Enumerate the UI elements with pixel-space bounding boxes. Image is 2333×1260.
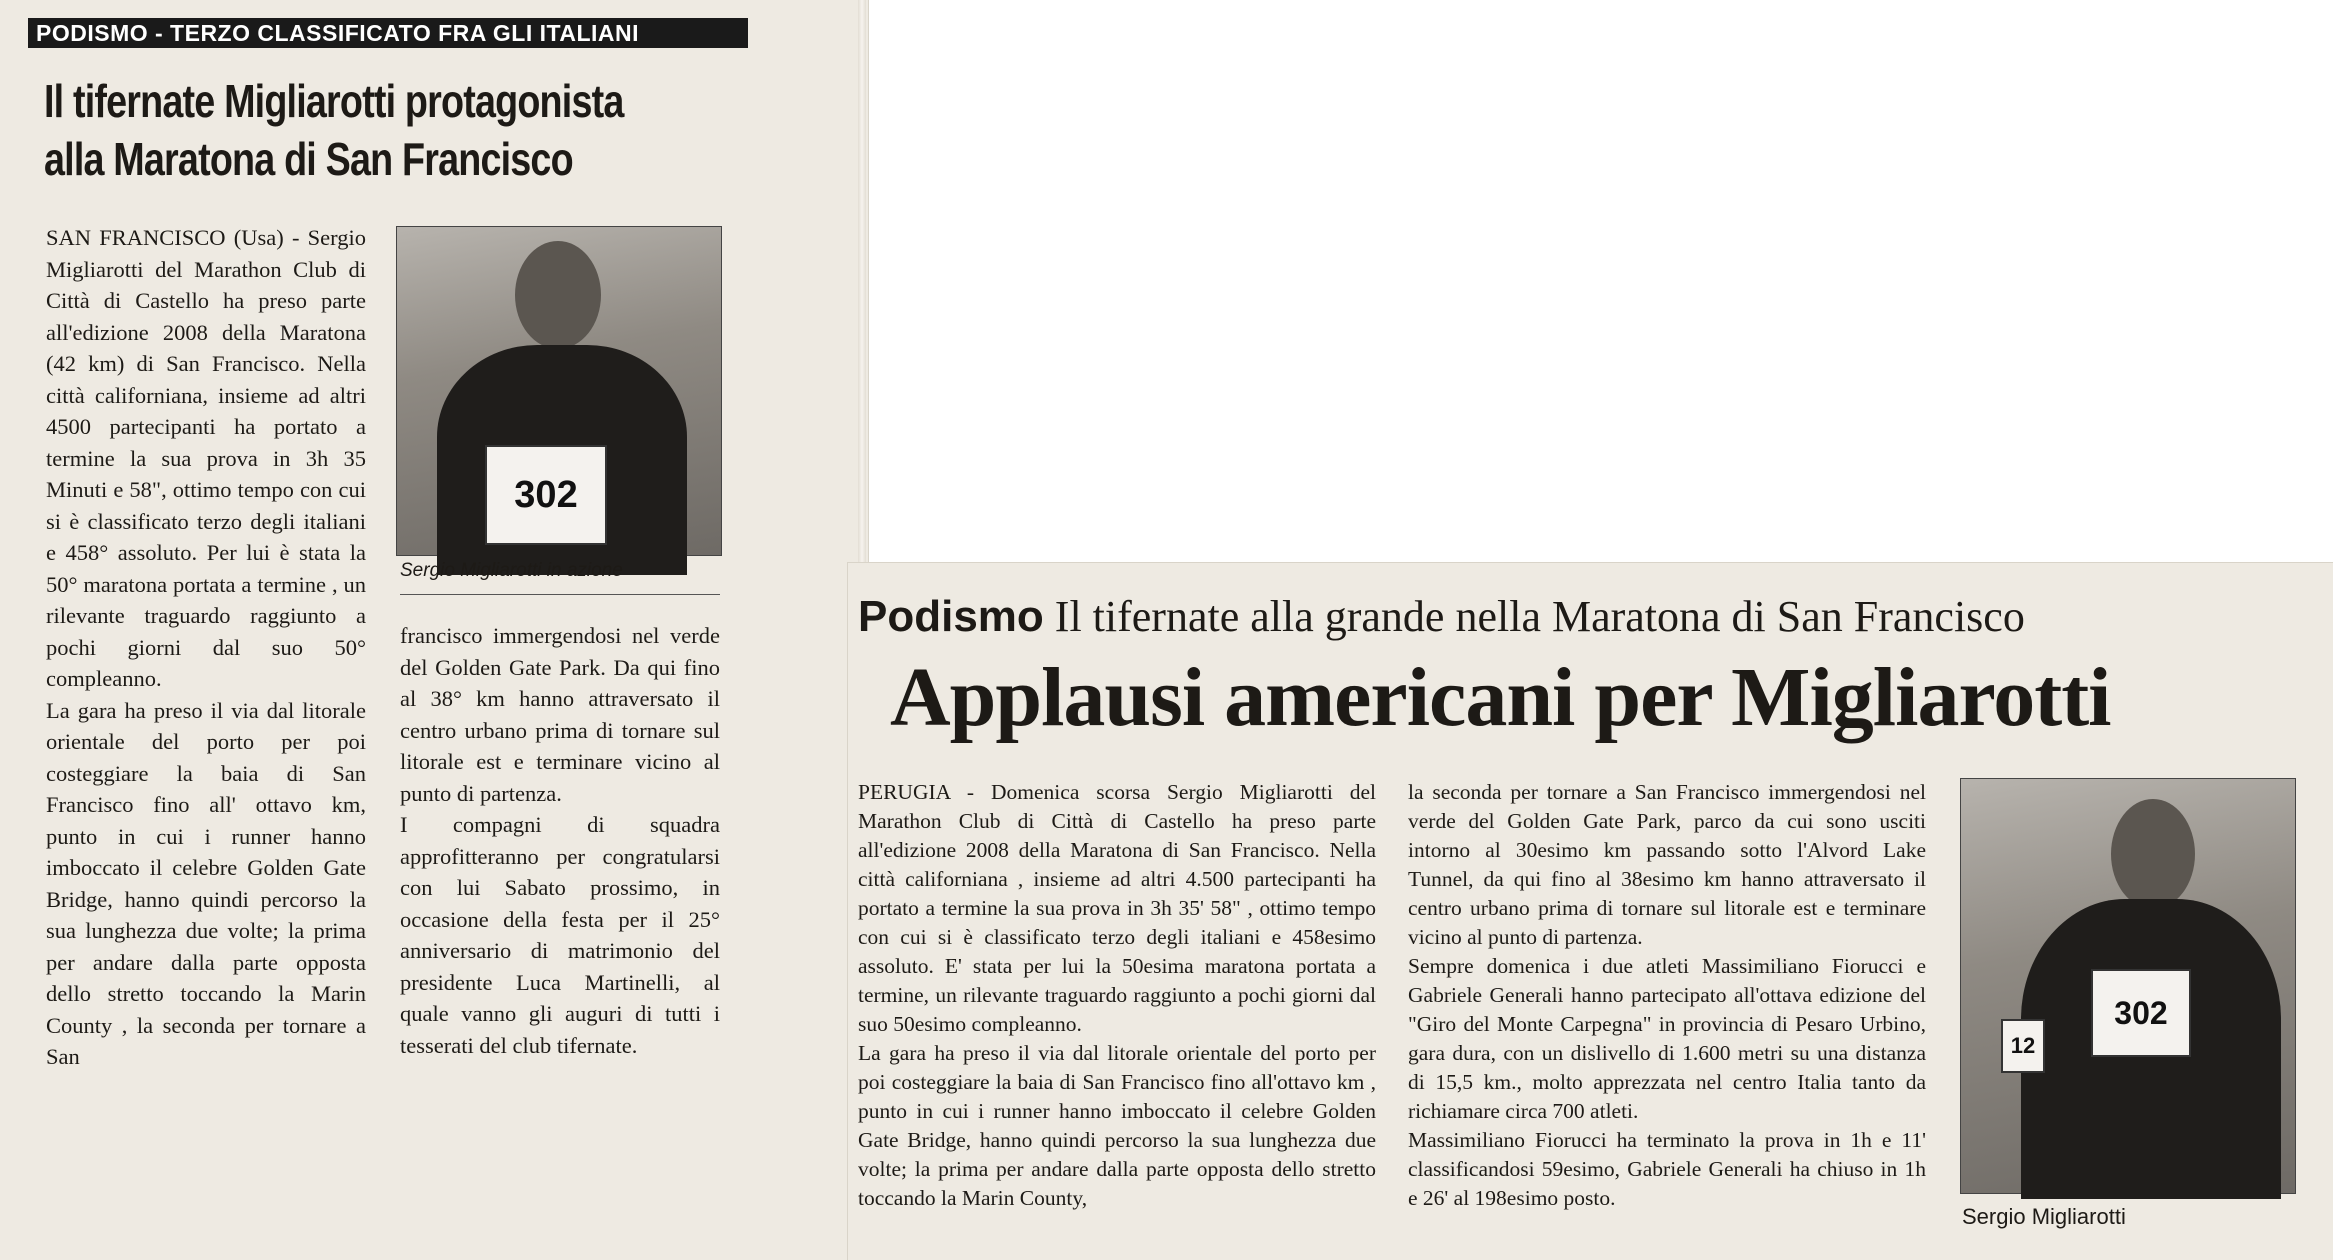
race-bib: 302: [485, 445, 607, 545]
article2-column-1: PERUGIA - Domenica scorsa Sergio Migliarotti del Marathon Club di Città di Castello ha preso parte all'edizione 2008 della Maratona di San Francisco. Nella città californiana , insieme ad altri 4.500 partecipanti ha portato a termine la sua prova in 3h 35' 58" , ottimo tempo con cui si è classificato terzo degli italiani e 458esimo assoluto. E' stata per lui la 50esima maratona portata a termine, un rilevante traguardo raggiunto a pochi giorni dal suo 50esimo compleanno. La gara ha preso il via dal litorale orientale del porto per poi costeggiare la baia di San Francisco fino all'ottavo km , punto in cui i runner hanno imboccato il celebre Golden Gate Bridge, hanno quindi percorso la sua lunghezza due volte; la prima per andare dalla parte opposta dello stretto toccando la Marin County,: [858, 780, 1376, 1210]
subhead-text: Il tifernate alla grande nella Maratona di San Francisco: [1054, 592, 2025, 641]
newspaper-clipping-1: [0, 0, 868, 1260]
section-kicker: PODISMO - TERZO CLASSIFICATO FRA GLI ITALIANI: [28, 18, 748, 48]
runner-photo: [396, 226, 722, 556]
headline-line-1: Il tifernate Migliarotti protagonista: [44, 75, 624, 127]
subhead: [858, 590, 2298, 644]
article-column-2: francisco immergendosi nel verde del Golden Gate Park. Da qui fino al 38° km hanno attraversato il centro urbano prima di tornare sul litorale est e terminare vicino al punto di partenza. I compagni di squadra approfitteranno per congratularsi con lui Sabato prossimo, in occasione della festa per il 25° anniversario di matrimonio del presidente Luca Martinelli, al quale vanno gli auguri di tutti i tesserati del club tifernate.: [400, 623, 720, 1058]
photo-caption: Sergio Migliarotti in azione: [400, 560, 623, 581]
page-fold: [858, 0, 866, 600]
headline-2: Applausi americani per Migliarotti: [890, 651, 2111, 744]
runner-photo-2: [1960, 778, 2296, 1194]
article-column-1: SAN FRANCISCO (Usa) - Sergio Migliarotti del Marathon Club di Città di Castello ha preso parte all'edizione 2008 della Maratona (42 km) di San Francisco. Nella città californiana, insieme ad altri 4500 partecipanti ha portato a termine la sua prova in 3h 35 Minuti e 58", ottimo tempo con cui si è classificato terzo degli italiani e 458° assoluto. Per lui è stata la 50° maratona portata a termine , un rilevante traguardo raggiunto a pochi giorni dal suo 50° compleanno. La gara ha preso il via dal litorale orientale del porto per poi costeggiare la baia di San Francisco fino all' ottavo km, punto in cui i runner hanno imboccato il celebre Golden Gate Bridge, hanno quindi percorso la sua lunghezza due volte; la prima per andare dalla parte opposta dello stretto toccando la Marin County , la seconda per tornare a San: [46, 225, 366, 1069]
photo-caption-2: Sergio Migliarotti: [1962, 1204, 2126, 1229]
headline: [44, 72, 624, 188]
article2-column-2: la seconda per tornare a San Francisco immergendosi nel verde del Golden Gate Park, parco da cui sono usciti intorno al 30esimo km passando sotto l'Alvord Lake Tunnel, da qui fino al 38esimo km hanno attraversato il centro urbano prima di tornare sul litorale est e terminare vicino al punto di partenza. Sempre domenica i due atleti Massimiliano Fiorucci e Gabriele Generali hanno partecipato all'ottava edizione del "Giro del Monte Carpegna" in provincia di Pesaro Urbino, gara dura, con un dislivello di 1.600 metri su una distanza di 15,5 km., molto apprezzata nel centro Italia tanto da richiamare circa 700 atleti. Massimiliano Fiorucci ha terminato la prova in 1h e 11' classificandosi 59esimo, Gabriele Generali ha chiuso in 1h e 26' al 198esimo posto.: [1408, 780, 1926, 1210]
race-bib-2: 12: [2001, 1019, 2045, 1073]
headline-line-2: alla Maratona di San Francisco: [44, 133, 573, 185]
runner-head: [2111, 799, 2195, 909]
race-bib: 302: [2091, 969, 2191, 1057]
section-label: Podismo: [858, 592, 1044, 641]
runner-head: [515, 241, 601, 349]
caption-divider: [400, 594, 720, 595]
